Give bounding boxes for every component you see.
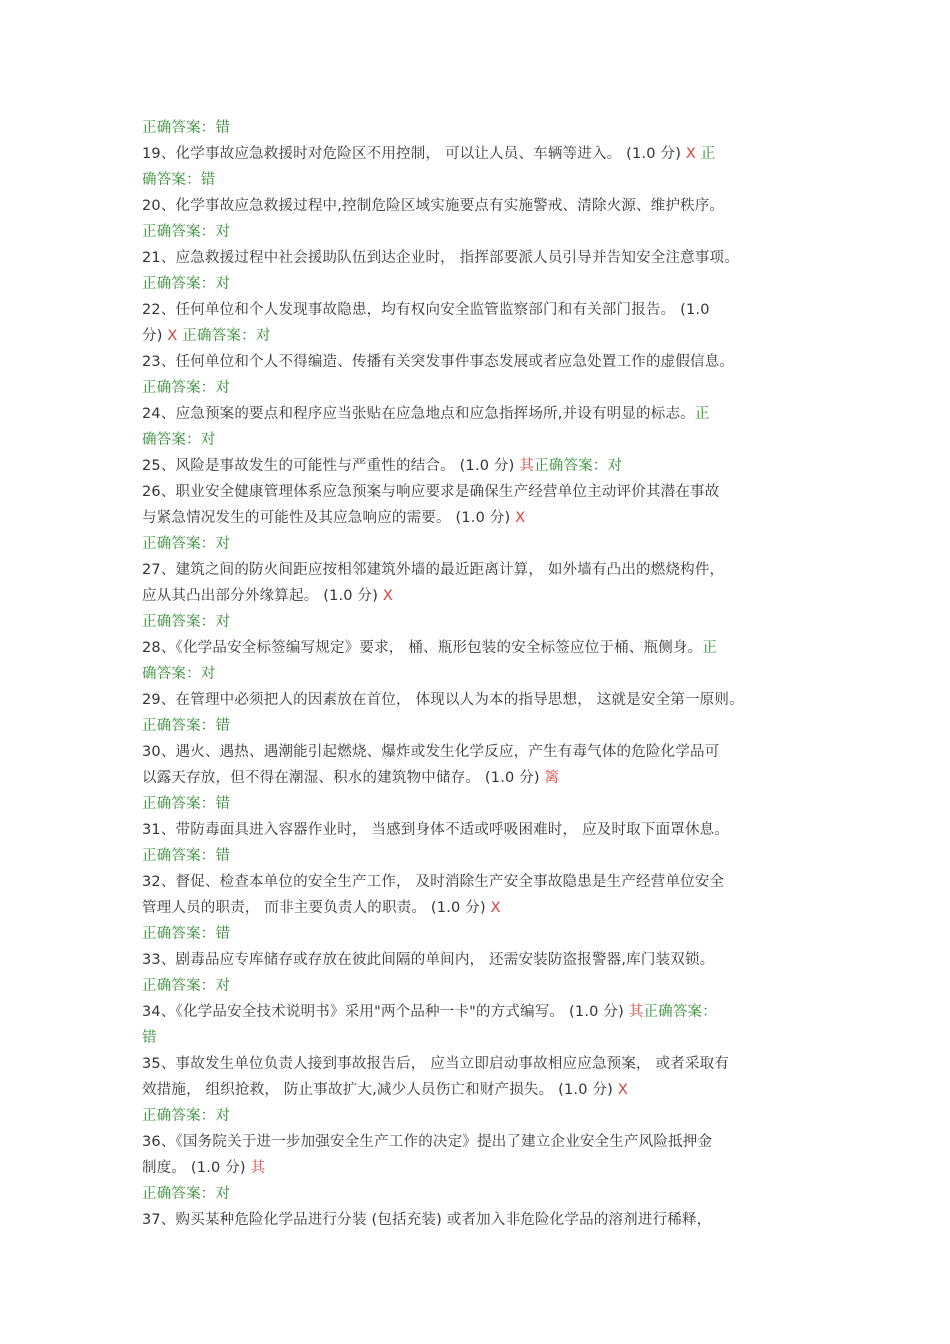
question-text: 29、在管理中必须把人的因素放在首位， 体现以人为本的指导思想， 这就是安全第一原则。 bbox=[142, 692, 744, 708]
answer-text: 正确答案：对 bbox=[534, 458, 623, 474]
text-line bbox=[142, 115, 832, 141]
answer-text: 正确答案：对 bbox=[142, 224, 231, 240]
answer-text: 正确答案：对 bbox=[142, 276, 231, 292]
text-line bbox=[142, 1207, 832, 1233]
question-text: 32、督促、检查本单位的安全生产工作， 及时消除生产安全事故隐患是生产经营单位安全 bbox=[142, 874, 725, 890]
answer-text: 正确答案： bbox=[643, 1004, 717, 1020]
question-text: 19、化学事故应急救援时对危险区不用控制， 可以让人员、车辆等进入。 (1.0 分) bbox=[142, 146, 686, 162]
answer-text: 正确答案：对 bbox=[142, 1108, 231, 1124]
text-line bbox=[142, 921, 832, 947]
text-line bbox=[142, 167, 832, 193]
question-text: 20、化学事故应急救援过程中,控制危险区域实施要点有实施警戒、清除火源、维护秩序。 bbox=[142, 198, 725, 214]
text-line bbox=[142, 557, 832, 583]
answer-text: 正确答案：错 bbox=[142, 848, 231, 864]
answer-text: 正 bbox=[702, 640, 718, 656]
text-line bbox=[142, 1129, 832, 1155]
text-line bbox=[142, 1103, 832, 1129]
text-line bbox=[142, 427, 832, 453]
question-text: 31、带防毒面具进入容器作业时， 当感到身体不适或呼吸困难时， 应及时取下面罩休息。 bbox=[142, 822, 730, 838]
answer-text: 正确答案：错 bbox=[142, 796, 231, 812]
question-text: 与紧急情况发生的可能性及其应急响应的需要。 (1.0 分) bbox=[142, 510, 516, 526]
text-line bbox=[142, 791, 832, 817]
text-line bbox=[142, 999, 832, 1025]
mark-text: 其 bbox=[250, 1160, 266, 1176]
text-line bbox=[142, 635, 832, 661]
mark-text: 篱 bbox=[544, 770, 560, 786]
question-text: 23、任何单位和个人不得编造、传播有关突发事件事态发展或者应急处置工作的虚假信息。 bbox=[142, 354, 735, 370]
answer-text: 正 bbox=[694, 406, 710, 422]
question-text: 分) bbox=[142, 328, 168, 344]
question-text: 34、《化学品安全技术说明书》采用"两个品种一卡"的方式编写。 (1.0 分) bbox=[142, 1004, 629, 1020]
text-line bbox=[142, 1025, 832, 1051]
mark-text: X bbox=[490, 900, 501, 916]
text-line bbox=[142, 609, 832, 635]
text-line bbox=[142, 1181, 832, 1207]
answer-text: 正确答案：对 bbox=[142, 380, 231, 396]
text-line bbox=[142, 375, 832, 401]
answer-text: 确答案：对 bbox=[142, 666, 216, 682]
text-line bbox=[142, 947, 832, 973]
text-line bbox=[142, 271, 832, 297]
question-text: 制度。 (1.0 分) bbox=[142, 1160, 251, 1176]
answer-text: 正确答案：对 bbox=[142, 978, 231, 994]
text-line bbox=[142, 349, 832, 375]
question-text: 26、职业安全健康管理体系应急预案与响应要求是确保生产经营单位主动评价其潜在事故 bbox=[142, 484, 720, 500]
text-line bbox=[142, 817, 832, 843]
text-line bbox=[142, 895, 832, 921]
document-page bbox=[142, 115, 832, 1233]
question-text: 25、风险是事故发生的可能性与严重性的结合。 (1.0 分) bbox=[142, 458, 520, 474]
answer-text: 正 bbox=[696, 146, 716, 162]
mark-text: X bbox=[382, 588, 394, 604]
question-text: 27、建筑之间的防火间距应按相邻建筑外墙的最近距离计算， 如外墙有凸出的燃烧构件， bbox=[142, 562, 725, 578]
text-line bbox=[142, 765, 832, 791]
text-line bbox=[142, 583, 832, 609]
text-line bbox=[142, 479, 832, 505]
text-line bbox=[142, 245, 832, 271]
question-text: 33、剧毒品应专库储存或存放在彼此间隔的单间内， 还需安装防盗报警器,库门装双锁。 bbox=[142, 952, 715, 968]
mark-text: X bbox=[617, 1082, 628, 1098]
text-line bbox=[142, 297, 832, 323]
question-text: 以露天存放，但不得在潮湿、积水的建筑物中储存。 (1.0 分) bbox=[142, 770, 545, 786]
answer-text: 确答案：错 bbox=[142, 172, 216, 188]
text-line bbox=[142, 713, 832, 739]
text-line bbox=[142, 453, 832, 479]
text-line bbox=[142, 401, 832, 427]
text-line bbox=[142, 739, 832, 765]
text-line bbox=[142, 531, 832, 557]
question-text: 37、购买某种危险化学品进行分装 (包括充装) 或者加入非危险化学品的溶剂进行稀释， bbox=[142, 1212, 712, 1228]
text-line bbox=[142, 1077, 832, 1103]
mark-text: X bbox=[167, 328, 178, 344]
question-text: 22、任何单位和个人发现事故隐患，均有权向安全监管监察部门和有关部门报告。 (1.0 bbox=[142, 302, 710, 318]
text-line bbox=[142, 505, 832, 531]
text-line bbox=[142, 193, 832, 219]
text-line bbox=[142, 661, 832, 687]
text-line bbox=[142, 973, 832, 999]
text-line bbox=[142, 1051, 832, 1077]
question-text: 管理人员的职责， 而非主要负责人的职责。 (1.0 分) bbox=[142, 900, 491, 916]
answer-text: 正确答案：对 bbox=[142, 614, 231, 630]
question-text: 24、应急预案的要点和程序应当张贴在应急地点和应急指挥场所,并设有明显的标志。 bbox=[142, 406, 695, 422]
question-text: 36、《国务院关于进一步加强安全生产工作的决定》提出了建立企业安全生产风险抵押金 bbox=[142, 1134, 713, 1150]
text-line bbox=[142, 219, 832, 245]
question-text: 35、事故发生单位负责人接到事故报告后， 应当立即启动事故相应应急预案， 或者采取有 bbox=[142, 1056, 730, 1072]
answer-text: 正确答案：对 bbox=[142, 536, 231, 552]
answer-text: 正确答案：对 bbox=[177, 328, 271, 344]
answer-text: 正确答案：错 bbox=[142, 718, 231, 734]
question-text: 效措施， 组织抢救， 防止事故扩大,减少人员伤亡和财产损失。 (1.0 分) bbox=[142, 1082, 618, 1098]
answer-text: 错 bbox=[142, 1030, 157, 1046]
answer-text: 确答案：对 bbox=[142, 432, 216, 448]
text-line bbox=[142, 323, 832, 349]
answer-text: 正确答案：对 bbox=[142, 1186, 231, 1202]
answer-text: 正确答案：错 bbox=[142, 926, 231, 942]
question-text: 30、遇火、遇热、遇潮能引起燃烧、爆炸或发生化学反应，产生有毒气体的危险化学品可 bbox=[142, 744, 720, 760]
mark-text: X bbox=[685, 146, 696, 162]
mark-text: X bbox=[515, 510, 526, 526]
text-line bbox=[142, 869, 832, 895]
question-text: 28、《化学品安全标签编写规定》要求， 桶、瓶形包装的安全标签应位于桶、瓶侧身。 bbox=[142, 640, 703, 656]
text-line bbox=[142, 1155, 832, 1181]
question-text: 21、应急救援过程中社会援助队伍到达企业时， 指挥部要派人员引导并告知安全注意事项。 bbox=[142, 250, 739, 266]
question-text: 应从其凸出部分外缘算起。 (1.0 分) bbox=[142, 588, 383, 604]
answer-text: 正确答案：错 bbox=[142, 120, 231, 136]
text-line bbox=[142, 843, 832, 869]
text-line bbox=[142, 141, 832, 167]
mark-text: 其 bbox=[628, 1004, 644, 1020]
text-line bbox=[142, 687, 832, 713]
mark-text: 其 bbox=[519, 458, 535, 474]
